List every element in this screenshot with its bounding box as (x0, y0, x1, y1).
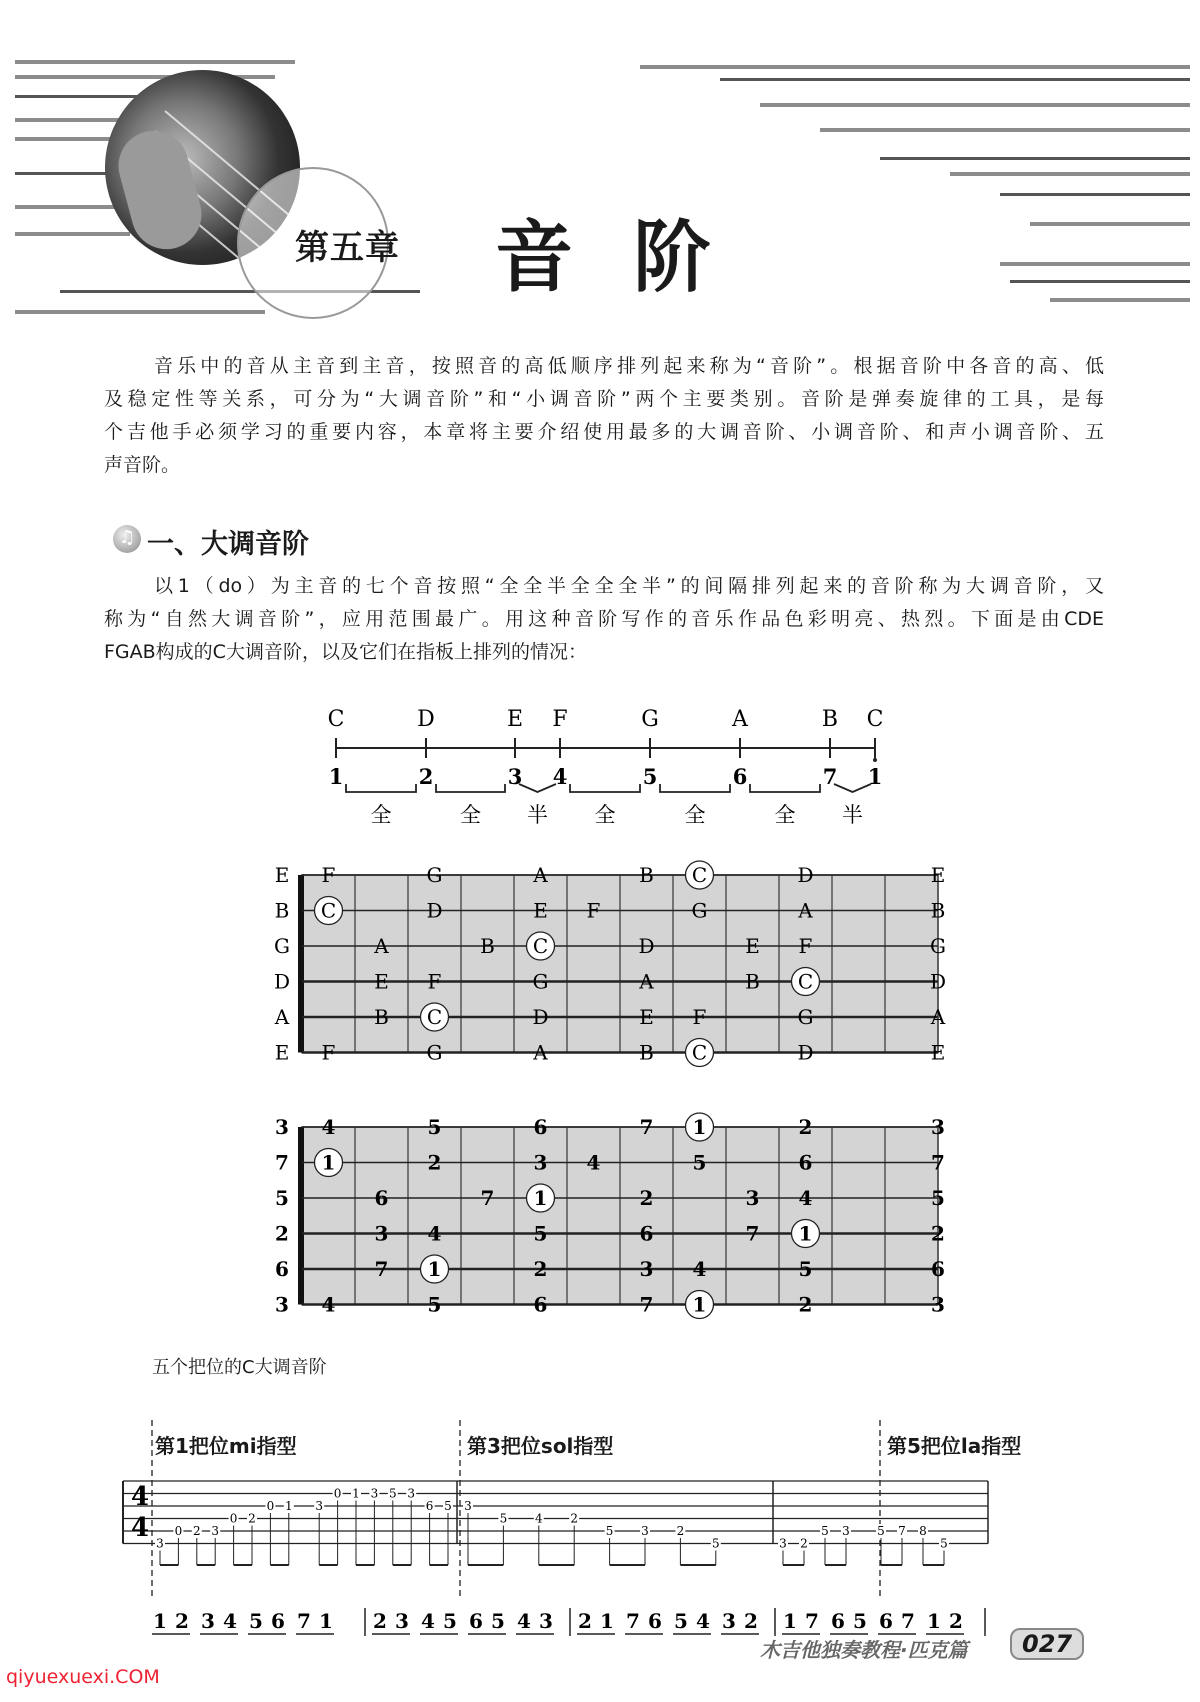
tab-fret-number: 2 (676, 1524, 685, 1538)
tab-fret-number: 8 (919, 1524, 927, 1538)
intro-line: 声音阶。 (104, 454, 181, 476)
tab-fret-number: 5 (821, 1524, 829, 1538)
jianpu-note: 6 (879, 1609, 893, 1633)
jianpu-note: 1 (153, 1609, 167, 1633)
fret-note: 3 (931, 1115, 945, 1139)
tab-fret-number: 3 (211, 1524, 220, 1538)
fret-note: D (797, 863, 814, 887)
tab-fret-number: 2 (570, 1511, 579, 1526)
scale-note-letter: G (641, 707, 659, 732)
time-sig-top: 4 (130, 1482, 150, 1512)
fret-note: 3 (639, 1257, 654, 1281)
fret-note: F (798, 934, 813, 958)
fret-note: G (797, 1005, 814, 1029)
fret-note: 2 (798, 1292, 813, 1317)
fret-note: 4 (427, 1221, 442, 1246)
jianpu-note: 7 (805, 1609, 819, 1633)
string-label: 3 (275, 1115, 289, 1139)
scale-note-letter: D (417, 707, 435, 732)
tab-fret-number: 5 (940, 1536, 948, 1551)
scale-note-letter: A (732, 707, 748, 732)
chapter-title: 音阶 (495, 213, 772, 303)
tab-fret-number: 0 (229, 1511, 238, 1526)
fret-note: 1 (321, 1150, 336, 1175)
fret-note: 1 (692, 1115, 707, 1139)
fret-note: 4 (321, 1115, 336, 1139)
fret-note: D (929, 969, 947, 994)
fret-note: G (426, 1040, 443, 1065)
fret-note: E (639, 1005, 654, 1029)
fret-note: D (638, 934, 655, 958)
jianpu-note: 1 (319, 1609, 333, 1633)
chapter-label: 第五章 (295, 228, 400, 268)
fret-note: F (321, 1040, 336, 1065)
scale-note-number: 2 (418, 764, 434, 789)
fret-note: 2 (533, 1257, 548, 1281)
fret-note: B (374, 1005, 389, 1029)
fret-note: B (639, 863, 654, 887)
intro-line: 及稳定性等关系，可分为“大调音阶”和“小调音阶”两个主要类别。音阶是弹奏旋律的工具，是每 (104, 388, 1104, 410)
tab-caption: 五个把位的C大调音阶 (152, 1357, 327, 1378)
jianpu-note: 3 (395, 1609, 409, 1633)
tab-fret-number: 5 (499, 1511, 508, 1526)
fret-note: 5 (692, 1150, 707, 1175)
fret-note: B (745, 969, 760, 994)
tab-fret-number: 5 (877, 1524, 885, 1538)
fret-note: D (532, 1005, 549, 1029)
jianpu-note: 5 (491, 1609, 505, 1633)
interval-label: 半 (842, 803, 863, 827)
jianpu-note: 2 (175, 1609, 189, 1633)
fret-note: D (797, 1040, 814, 1065)
fret-note: 6 (798, 1150, 813, 1175)
jianpu-note: 4 (223, 1609, 237, 1633)
fret-note: 5 (931, 1186, 945, 1210)
fret-note: 6 (639, 1221, 654, 1246)
tab-fret-number: 7 (898, 1524, 906, 1538)
jianpu-note: 6 (831, 1609, 845, 1633)
music-note-icon: ♫ (113, 525, 141, 553)
jianpu-note: 7 (901, 1609, 915, 1633)
jianpu-note: 1 (600, 1609, 614, 1633)
fret-note: B (480, 934, 495, 958)
fret-note: 4 (798, 1186, 813, 1210)
jianpu-note: 2 (744, 1609, 758, 1633)
tab-fret-number: 1 (284, 1499, 293, 1513)
section-line: 以1（do）为主音的七个音按照“全全半全全全半”的间隔排列起来的音阶称为大调音阶，又 (154, 575, 1104, 597)
fret-note: 3 (533, 1150, 548, 1175)
jianpu-note: 4 (696, 1609, 710, 1633)
fret-note: 7 (931, 1150, 945, 1175)
jianpu-note: 3 (539, 1609, 553, 1633)
tab-fret-number: 3 (464, 1499, 472, 1513)
fret-note: C (426, 1005, 443, 1029)
fret-note: E (930, 863, 946, 887)
interval-label: 全 (684, 803, 706, 827)
fret-note: F (692, 1005, 707, 1029)
scale-note-number: 7 (822, 764, 838, 789)
time-sig-bottom: 4 (130, 1513, 150, 1543)
tab-fret-number: 5 (605, 1524, 614, 1538)
scale-note-letter: C (327, 707, 345, 732)
tab-fret-number: 3 (315, 1499, 324, 1513)
position-label-1: 第1把位mi指型 (155, 1434, 297, 1458)
section-line: 称为“自然大调音阶”，应用范围最广。用这种音阶写作的音乐作品色彩明亮、热烈。下面是由CDE (104, 608, 1104, 630)
fret-note: A (533, 1040, 548, 1065)
fret-note: A (374, 934, 389, 958)
tab-fret-number: 3 (370, 1486, 379, 1501)
fret-note: 6 (931, 1257, 945, 1281)
string-label: A (274, 1005, 290, 1029)
fret-note: 2 (639, 1186, 654, 1210)
interval-label: 全 (370, 803, 392, 827)
jianpu-note: 3 (201, 1609, 215, 1633)
fret-note: 7 (639, 1115, 654, 1139)
tab-fret-number: 6 (425, 1499, 434, 1513)
section-line: FGAB构成的C大调音阶，以及它们在指板上排列的情况： (104, 641, 587, 663)
jianpu-note: 5 (674, 1609, 688, 1633)
jianpu-note: 2 (373, 1609, 387, 1633)
tab-fret-number: 3 (779, 1536, 787, 1551)
fret-note: A (533, 863, 548, 887)
interval-label: 全 (594, 803, 616, 827)
scale-note-number: 3 (507, 764, 523, 789)
fret-note: E (930, 1040, 946, 1065)
tab-fret-number: 0 (266, 1499, 275, 1513)
intro-line: 个吉他手必须学习的重要内容，本章将主要介绍使用最多的大调音阶、小调音阶、和声小调音阶、五 (104, 421, 1104, 443)
fret-note: A (930, 1005, 946, 1029)
fret-note: 7 (745, 1221, 760, 1246)
tab-fret-number: 5 (388, 1486, 397, 1501)
fret-note: 4 (321, 1292, 336, 1317)
string-label: 7 (275, 1150, 289, 1175)
fret-note: 2 (931, 1221, 945, 1246)
jianpu-note: 2 (949, 1609, 963, 1633)
fret-note: 4 (692, 1257, 707, 1281)
fret-note: C (797, 969, 814, 994)
scale-note-letter: C (866, 707, 884, 732)
string-label: 2 (275, 1221, 289, 1246)
fret-note: 5 (533, 1221, 548, 1246)
fret-note: E (745, 934, 760, 958)
jianpu-note: 5 (853, 1609, 867, 1633)
scale-note-letter: F (552, 707, 568, 732)
string-label: B (274, 898, 290, 923)
fret-note: A (639, 969, 654, 994)
tab-fret-number: 2 (192, 1524, 201, 1538)
fret-note: E (533, 898, 548, 923)
book-title: 木吉他独奏教程·匹克篇 (760, 1638, 968, 1662)
tab-fret-number: 5 (711, 1536, 720, 1551)
fret-note: 7 (374, 1257, 389, 1281)
jianpu-note: 5 (443, 1609, 457, 1633)
fret-note: G (426, 863, 443, 887)
scale-note-number: 6 (732, 764, 748, 789)
interval-label: 全 (460, 803, 481, 827)
position-label-3: 第3把位sol指型 (467, 1434, 614, 1458)
tab-fret-number: 0 (333, 1486, 342, 1501)
fret-note: B (639, 1040, 654, 1065)
fret-note: D (426, 898, 443, 923)
fret-note: 3 (745, 1186, 760, 1210)
jianpu-note: 1 (927, 1609, 941, 1633)
fret-note: C (691, 863, 708, 887)
scale-note-letter: B (821, 707, 839, 732)
scale-note-number: 1 (867, 764, 883, 789)
fret-note: F (427, 969, 442, 994)
tab-fret-number: 3 (842, 1524, 850, 1538)
fret-note: 1 (798, 1221, 813, 1246)
tab-fret-number: 4 (534, 1511, 543, 1526)
jianpu-note: 7 (297, 1609, 311, 1633)
jianpu-note: 6 (469, 1609, 483, 1633)
fret-note: E (374, 969, 389, 994)
fret-note: F (586, 898, 601, 923)
jianpu-note: 6 (648, 1609, 662, 1633)
jianpu-note: 4 (421, 1609, 435, 1633)
string-label: 6 (275, 1257, 289, 1281)
fret-note: 4 (586, 1150, 601, 1175)
fret-note: B (930, 898, 946, 923)
string-label: 3 (275, 1292, 289, 1317)
fret-note: A (798, 898, 813, 923)
string-label: G (274, 934, 290, 958)
jianpu-note: 4 (517, 1609, 531, 1633)
fret-note: 5 (427, 1115, 442, 1139)
scale-note-number: 5 (642, 764, 658, 789)
interval-label: 半 (527, 803, 548, 827)
fret-note: 1 (427, 1257, 442, 1281)
fret-note: G (691, 898, 708, 923)
fret-note: 1 (692, 1292, 707, 1317)
fret-note: 2 (798, 1115, 813, 1139)
position-label-5: 第5把位la指型 (887, 1434, 1022, 1458)
tab-fret-number: 5 (444, 1499, 452, 1513)
fret-note: F (321, 863, 336, 887)
fret-note: 2 (427, 1150, 442, 1175)
fret-note: 6 (374, 1186, 389, 1210)
interval-label: 全 (774, 803, 796, 827)
tab-fret-number: 2 (248, 1511, 256, 1526)
tab-fret-number: 3 (641, 1524, 649, 1538)
jianpu-note: 7 (626, 1609, 640, 1633)
fret-note: G (532, 969, 549, 994)
tab-fret-number: 2 (800, 1536, 808, 1551)
string-label: E (274, 1040, 290, 1065)
fret-note: G (930, 934, 946, 958)
fret-note: 1 (533, 1186, 548, 1210)
jianpu-note: 1 (783, 1609, 797, 1633)
tab-fret-number: 3 (156, 1536, 164, 1551)
fret-note: 5 (798, 1257, 813, 1281)
fret-note: 5 (427, 1292, 442, 1317)
fret-note: 6 (533, 1292, 548, 1317)
string-label: D (273, 969, 291, 994)
jianpu-note: 6 (271, 1609, 285, 1633)
tab-fret-number: 3 (407, 1486, 416, 1501)
fret-note: 7 (639, 1292, 654, 1317)
fret-note: 6 (533, 1115, 548, 1139)
scale-note-number: 4 (552, 764, 568, 789)
intro-line: 音乐中的音从主音到主音，按照音的高低顺序排列起来称为“音阶”。根据音阶中各音的高、低 (154, 355, 1104, 377)
tab-fret-number: 1 (352, 1486, 360, 1501)
string-label: E (274, 863, 290, 887)
fret-note: 3 (931, 1292, 945, 1317)
fret-note: 3 (374, 1221, 389, 1246)
jianpu-note: 5 (249, 1609, 263, 1633)
fret-note: C (320, 898, 337, 923)
fret-note: 7 (480, 1186, 495, 1210)
watermark: qiyuexuexi.COM (6, 1666, 160, 1688)
scale-note-number: 1 (328, 764, 344, 789)
jianpu-note: 3 (722, 1609, 736, 1633)
string-label: 5 (275, 1186, 289, 1210)
page-number: 027 (1010, 1628, 1084, 1660)
scale-note-letter: E (506, 707, 524, 732)
fret-note: C (532, 934, 549, 958)
fret-note: C (691, 1040, 708, 1065)
tab-fret-number: 0 (174, 1524, 183, 1538)
jianpu-note: 2 (578, 1609, 592, 1633)
section-title: 一、大调音阶 (147, 529, 309, 560)
